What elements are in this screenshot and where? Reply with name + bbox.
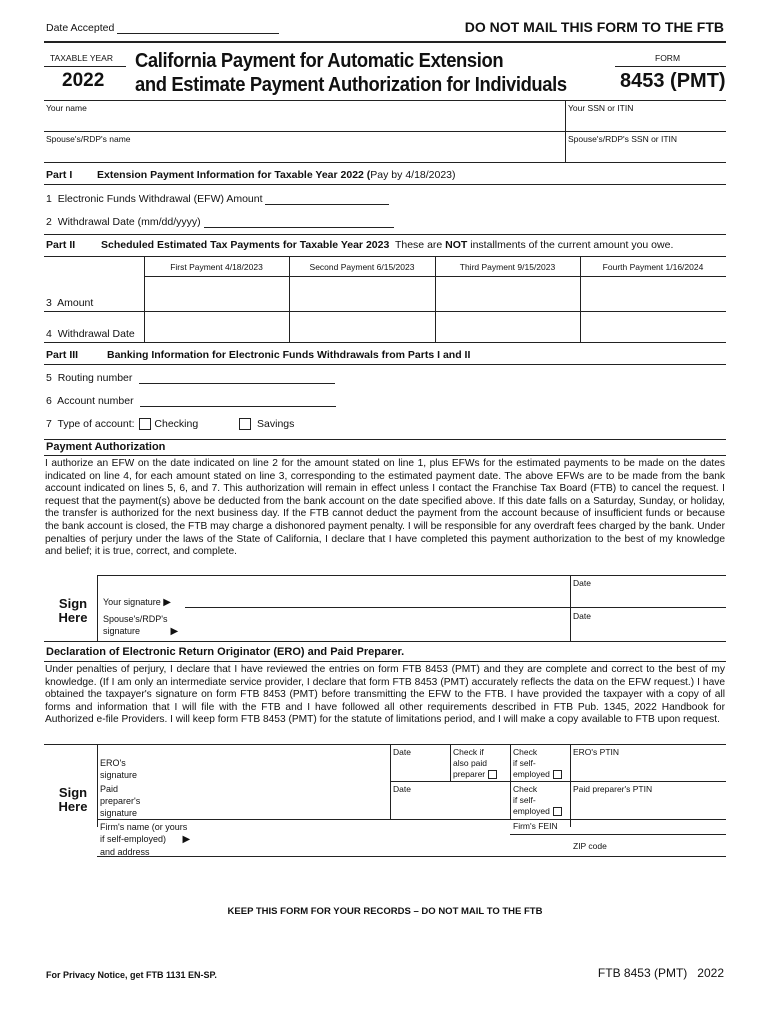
part1-label: Part I	[46, 169, 73, 181]
col-first-payment: First Payment 4/18/2023	[170, 262, 263, 272]
checking-checkbox[interactable]	[139, 418, 151, 430]
check-self-employed-preparer: Check if self- employed	[513, 784, 562, 817]
ero-self-employed-checkbox[interactable]	[553, 770, 562, 779]
authorization-heading: Payment Authorization	[46, 441, 166, 453]
ero-text: Under penalties of perjury, I declare that I have reviewed the entries on form FTB 8453 (PMT) and they are complete and correct to the best of my knowledge. (If I am only an intermediate service provider, I declare that form FTB 8453 (PMT) accurately reflects the data on the EFW request.) I have obtained the taxpayer's signature on form FTB 8453 (PMT) before transmitting the EFW to the FTB. I have provided the taxpayer with a copy of all forms and information that I will file with the FTB and I have followed all other requirements described in FTB Pub. 1345, 2022 Handbook for Authorized e-file Providers. I will keep form FTB 8453 (PMT) for the statute of limitations period, and I will make a copy available to FTB upon request.	[45, 664, 725, 726]
check-self-employed-ero: Check if self- employed	[513, 747, 562, 780]
line5: 5 Routing number	[46, 372, 335, 384]
line1: 1 Electronic Funds Withdrawal (EFW) Amount	[46, 193, 389, 205]
sign-here-2: Sign Here	[58, 785, 88, 814]
form-footer-id: FTB 8453 (PMT) 2022	[597, 966, 724, 980]
firm-name-address-field[interactable]	[200, 821, 508, 855]
arrow-right-icon: ▶	[170, 626, 179, 637]
part2-title: Scheduled Estimated Tax Payments for Taxable Year 2023 These are NOT installments of the current amount you owe.	[101, 239, 674, 251]
date-accepted	[46, 22, 279, 34]
your-ssn-field[interactable]	[566, 112, 726, 130]
paid-preparer-ptin-label: Paid preparer's PTIN	[573, 784, 653, 794]
eros-signature-label: ERO's signature	[100, 758, 138, 780]
date-accepted-label: Date Accepted	[46, 22, 115, 34]
your-name-field[interactable]	[44, 112, 564, 130]
privacy-notice: For Privacy Notice, get FTB 1131 EN-SP.	[46, 970, 217, 980]
firms-fein-label: Firm's FEIN	[513, 821, 558, 831]
eros-signature-field[interactable]	[150, 752, 388, 778]
authorization-text: I authorize an EFW on the date indicated on line 2 for the amount stated on line 1, plus EFWs for the estimated payments to be made on the dates indicated on line 4, for each amount stated on line 3, corresponding to the estimated payment date. The above EFWs are to be made from the bank account indicated on lines 5, 6, and 7. This authorization will remain in effect unless I contact the Franchise Tax Board (FTB) to cancel the request. I request that the payment(s) above be deducted from the bank account on the date specified above. If this date falls on a Saturday, Sunday, or holiday, the transfer is authorized for the next business day. If the FTB cannot deduct the payment from the account because of insufficient funds or because the bank account is closed, the FTB may charge a dishonored payment penalty. I will be responsible for any overdraft fees charged by the bank. Under penalties of perjury under the laws of the State of California, I declare that I have completed this payment authorization to the best of my knowledge and belief; it is true, correct, and complete.	[45, 458, 725, 558]
spouse-name-label: Spouse's/RDP's name	[46, 134, 131, 144]
col-fourth-payment: Fourth Payment 1/16/2024	[602, 262, 704, 272]
savings-label: Savings	[257, 418, 295, 430]
part2-label: Part II	[46, 239, 76, 251]
spouse-signature-field[interactable]	[185, 622, 569, 640]
part3-label: Part III	[46, 349, 79, 361]
spouse-ssn-label: Spouse's/RDP's SSN or ITIN	[568, 134, 678, 144]
your-signature-label: Your signature ▶	[103, 597, 171, 608]
form-title-line2: and Estimate Payment Authorization for Individuals	[135, 74, 567, 96]
taxable-year-label: TAXABLE YEAR	[50, 53, 113, 63]
form-title-line1: California Payment for Automatic Extension	[135, 50, 504, 72]
ero-date-label: Date	[393, 747, 411, 757]
line4-label: 4 Withdrawal Date	[46, 328, 135, 340]
spouse-signature-label: Spouse's/RDP's signature ▶	[103, 614, 179, 637]
amount-first-field[interactable]	[145, 277, 288, 310]
part1-title: Extension Payment Information for Taxable Year 2022 (Pay by 4/18/2023)	[97, 169, 456, 181]
efw-amount-field[interactable]	[265, 193, 389, 205]
spouse-ssn-field[interactable]	[566, 143, 726, 161]
amount-fourth-field[interactable]	[581, 277, 725, 310]
col-second-payment: Second Payment 6/15/2023	[309, 262, 415, 272]
line6: 6 Account number	[46, 395, 336, 407]
date-label-1: Date	[573, 578, 591, 588]
line3-label: 3 Amount	[46, 297, 94, 309]
your-name-label: Your name	[46, 103, 87, 113]
date-label-2: Date	[573, 611, 591, 621]
routing-number-field[interactable]	[139, 372, 335, 384]
ero-heading: Declaration of Electronic Return Originator (ERO) and Paid Preparer.	[46, 646, 405, 658]
firm-name-address-label: Firm's name (or yours if self-employed) ▶ and address	[100, 822, 191, 857]
account-number-field[interactable]	[140, 395, 336, 407]
savings-checkbox[interactable]	[239, 418, 251, 430]
zip-code-label: ZIP code	[573, 841, 607, 851]
amount-second-field[interactable]	[290, 277, 434, 310]
sign-here-1: Sign Here	[58, 596, 88, 625]
line7: 7 Type of account: Checking Savings	[46, 418, 295, 430]
paid-preparer-signature-label: Paid preparer's signature	[100, 784, 141, 818]
eros-ptin-label: ERO's PTIN	[573, 747, 620, 757]
your-ssn-label: Your SSN or ITIN	[568, 103, 634, 113]
form-number: 8453 (PMT)	[620, 70, 726, 92]
arrow-right-icon: ▶	[182, 834, 191, 845]
your-signature-field[interactable]	[185, 590, 569, 606]
also-paid-preparer-checkbox[interactable]	[488, 770, 497, 779]
amount-third-field[interactable]	[436, 277, 579, 310]
check-also-paid-preparer: Check if also paid preparer	[453, 747, 497, 780]
arrow-right-icon: ▶	[163, 597, 171, 608]
keep-records-notice: KEEP THIS FORM FOR YOUR RECORDS – DO NOT MAIL TO THE FTB	[227, 906, 543, 917]
taxable-year: 2022	[62, 70, 105, 91]
withdrawal-date-field[interactable]	[204, 216, 394, 228]
line2: 2 Withdrawal Date (mm/dd/yyyy)	[46, 216, 394, 228]
date-accepted-field[interactable]	[117, 22, 279, 34]
form-label: FORM	[655, 53, 681, 63]
paid-preparer-signature-field[interactable]	[150, 784, 388, 816]
col-third-payment: Third Payment 9/15/2023	[459, 262, 556, 272]
spouse-name-field[interactable]	[44, 143, 564, 161]
do-not-mail-notice: DO NOT MAIL THIS FORM TO THE FTB	[464, 19, 724, 35]
preparer-date-label: Date	[393, 784, 411, 794]
checking-label: Checking	[154, 418, 199, 430]
preparer-self-employed-checkbox[interactable]	[553, 807, 562, 816]
part3-title: Banking Information for Electronic Funds Withdrawals from Parts I and II	[107, 349, 471, 361]
